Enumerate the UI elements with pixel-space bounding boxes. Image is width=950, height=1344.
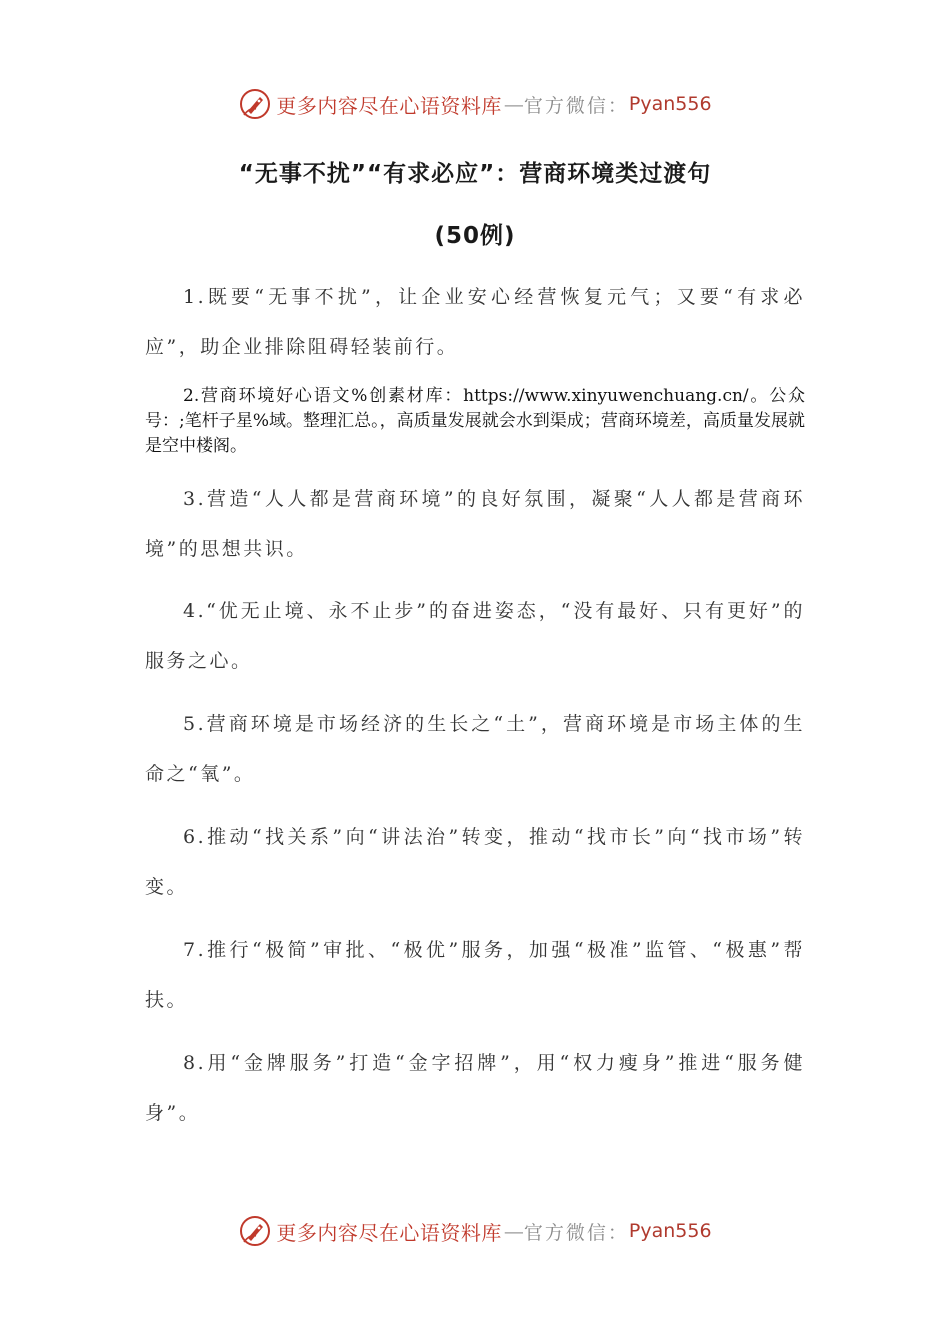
list-item: 3.营造“人人都是营商环境”的良好氛围，凝聚“人人都是营商环境”的思想共识。 [145,488,805,560]
document-title: “无事不扰”“有求必应”：营商环境类过渡句 [238,161,712,187]
header-banner-content [238,87,711,121]
banner-dash: — [503,92,524,116]
list-item: 4.“优无止境、永不止步”的奋进姿态，“没有最好、只有更好”的服务之心。 [145,600,805,672]
pen-nib-logo-icon [238,87,272,121]
banner-brand-text: 更多内容尽在心语资料库 [276,1220,502,1245]
pen-nib-logo-icon [238,1214,272,1248]
banner-dash: — [503,1219,524,1243]
banner-wechat-id: Pyan556 [628,93,712,115]
document-subtitle: (50例) [434,223,516,249]
header-banner [0,82,950,126]
footer-banner-content [238,1214,711,1248]
banner-brand-text: 更多内容尽在心语资料库 [276,93,502,118]
list-item: 2.营商环境好心语文%创素材库：https://www.xinyuwenchuang.cn/。公众号：;笔杆子星%域。整理汇总。，高质量发展就会水到渠成；营商环境差，高质量发展就是空中楼阁。 [145,386,805,456]
list-item: 1.既要“无事不扰”，让企业安心经营恢复元气；又要“有求必应”，助企业排除阻碍轻装前行。 [145,286,805,358]
banner-wechat-id: Pyan556 [628,1220,712,1242]
list-item: 6.推动“找关系”向“讲法治”转变，推动“找市长”向“找市场”转变。 [145,826,805,898]
list-item: 7.推行“极简”审批、“极优”服务，加强“极准”监管、“极惠”帮扶。 [145,939,805,1011]
banner-official-label: 官方微信： [523,1221,629,1244]
footer-banner [0,1209,950,1253]
banner-official-label: 官方微信： [523,94,629,117]
list-item: 8.用“金牌服务”打造“金字招牌”，用“权力瘦身”推进“服务健身”。 [145,1052,805,1124]
list-item: 5.营商环境是市场经济的生长之“土”，营商环境是市场主体的生命之“氧”。 [145,713,805,785]
